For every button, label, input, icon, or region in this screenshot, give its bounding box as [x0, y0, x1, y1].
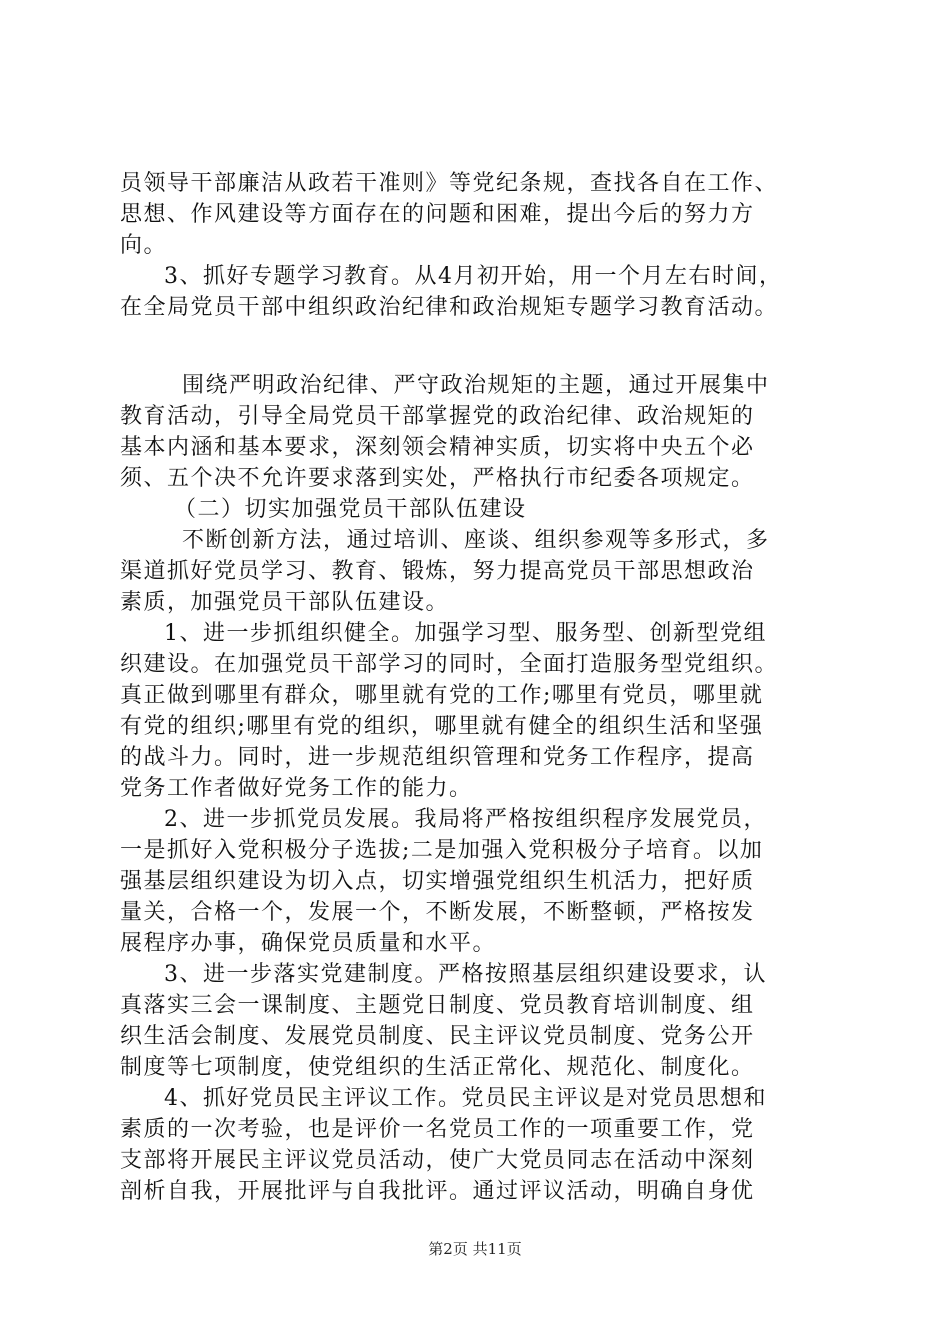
- text-line: 在全局党员干部中组织政治纪律和政治规矩专题学习教育活动。: [120, 295, 779, 320]
- text-line: 量关，合格一个，发展一个，不断发展，不断整顿，严格按发: [120, 900, 755, 925]
- blank-line: [120, 323, 840, 370]
- text-line: 3、进一步落实党建制度。严格按照基层组织建设要求，认: [164, 962, 767, 987]
- text-line: 1、进一步抓组织健全。加强学习型、服务型、创新型党组: [164, 621, 767, 646]
- text-line: 织建设。在加强党员干部学习的同时，全面打造服务型党组织。: [120, 652, 779, 677]
- text-line: 素质，加强党员干部队伍建设。: [120, 590, 450, 615]
- text-line: 展程序办事，确保党员质量和水平。: [120, 931, 497, 956]
- text-line: 有党的组织;哪里有党的组织，哪里就有健全的组织生活和坚强: [120, 714, 764, 739]
- text-line: 向。: [120, 233, 168, 258]
- text-line: 制度等七项制度，使党组织的生活正常化、规范化、制度化。: [120, 1055, 755, 1080]
- page-footer: 第2页 共11页: [428, 1240, 522, 1258]
- section-heading: （二）切实加强党员干部队伍建设: [174, 497, 527, 522]
- text-line: 不断创新方法，通过培训、座谈、组织参观等多形式，多: [182, 528, 770, 553]
- text-line: 真落实三会一课制度、主题党日制度、党员教育培训制度、组: [120, 993, 755, 1018]
- text-line: 真正做到哪里有群众，哪里就有党的工作;哪里有党员，哪里就: [120, 683, 764, 708]
- text-line: 3、抓好专题学习教育。从4月初开始，用一个月左右时间，: [164, 264, 783, 289]
- text-line: 须、五个决不允许要求落到实处，严格执行市纪委各项规定。: [120, 466, 755, 491]
- text-line: 强基层组织建设为切入点，切实增强党组织生机活力，把好质: [120, 869, 755, 894]
- text-line: 围绕严明政治纪律、严守政治规矩的主题，通过开展集中: [182, 373, 770, 398]
- text-line: 4、抓好党员民主评议工作。党员民主评议是对党员思想和: [164, 1086, 767, 1111]
- text-line: 支部将开展民主评议党员活动，使广大党员同志在活动中深刻: [120, 1148, 755, 1173]
- text-line: 党务工作者做好党务工作的能力。: [120, 776, 473, 801]
- text-line: 思想、作风建设等方面存在的问题和困难，提出今后的努力方: [120, 202, 755, 227]
- text-line: 教育活动，引导全局党员干部掌握党的政治纪律、政治规矩的: [120, 404, 755, 429]
- document-body: [120, 168, 840, 1207]
- text-line: 剖析自我，开展批评与自我批评。通过评议活动，明确自身优: [120, 1179, 755, 1204]
- text-line: 的战斗力。同时，进一步规范组织管理和党务工作程序，提高: [120, 745, 755, 770]
- text-line: 一是抓好入党积极分子选拔;二是加强入党积极分子培育。以加: [120, 838, 764, 863]
- text-line: 素质的一次考验，也是评价一名党员工作的一项重要工作，党: [120, 1117, 755, 1142]
- text-line: 基本内涵和基本要求，深刻领会精神实质，切实将中央五个必: [120, 435, 755, 460]
- text-line: 员领导干部廉洁从政若干准则》等党纪条规，查找各自在工作、: [120, 171, 779, 196]
- text-line: 织生活会制度、发展党员制度、民主评议党员制度、党务公开: [120, 1024, 755, 1049]
- text-line: 2、进一步抓党员发展。我局将严格按组织程序发展党员，: [164, 807, 767, 832]
- text-line: 渠道抓好党员学习、教育、锻炼，努力提高党员干部思想政治: [120, 559, 755, 584]
